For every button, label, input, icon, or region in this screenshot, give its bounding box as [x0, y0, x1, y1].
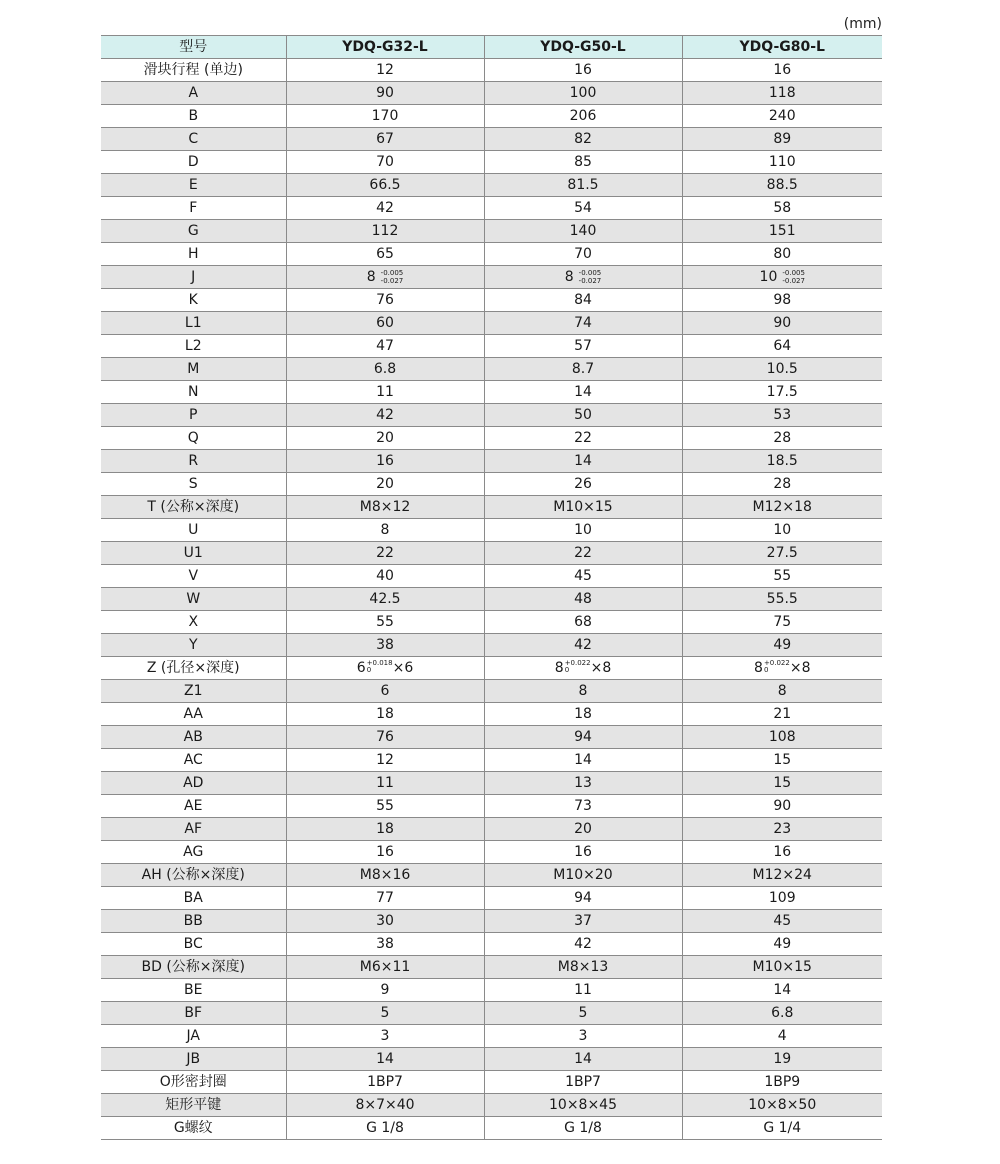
value-cell: 90: [682, 312, 882, 335]
table-row: [101, 450, 882, 473]
row-label: P: [101, 404, 286, 427]
row-label: Y: [101, 634, 286, 657]
value-cell: 77: [286, 887, 484, 910]
table-row: [101, 772, 882, 795]
value-cell: 42: [484, 933, 682, 956]
table-row: [101, 335, 882, 358]
row-label: N: [101, 381, 286, 404]
value-cell: 73: [484, 795, 682, 818]
row-label: BA: [101, 887, 286, 910]
value-cell: 8: [286, 519, 484, 542]
value-cell: M10×15: [682, 956, 882, 979]
value-cell: 108: [682, 726, 882, 749]
value-cell: 50: [484, 404, 682, 427]
value-cell: 8: [484, 680, 682, 703]
fit-tolerance-stack: [764, 660, 790, 674]
value-cell: 75: [682, 611, 882, 634]
value-cell: 81.5: [484, 174, 682, 197]
value-cell: 94: [484, 726, 682, 749]
tolerance-lower: -0.027: [782, 277, 805, 285]
table-row: [101, 151, 882, 174]
header-model-name: YDQ-G32-L: [286, 36, 484, 59]
value-cell: 12: [286, 749, 484, 772]
value-cell: 16: [682, 841, 882, 864]
spec-table: [101, 35, 882, 1140]
value-cell: 64: [682, 335, 882, 358]
value-cell: G 1/4: [682, 1117, 882, 1140]
table-row: [101, 105, 882, 128]
fit-base: 8: [554, 660, 564, 676]
value-cell: 5: [286, 1002, 484, 1025]
value-cell: M8×16: [286, 864, 484, 887]
value-cell: 65: [286, 243, 484, 266]
table-row: [101, 979, 882, 1002]
table-row: [101, 611, 882, 634]
table-row: [101, 795, 882, 818]
value-cell: 118: [682, 82, 882, 105]
row-label: J: [101, 266, 286, 289]
value-cell: 206: [484, 105, 682, 128]
value-cell: 8.7: [484, 358, 682, 381]
value-cell: 14: [484, 381, 682, 404]
table-row: [101, 818, 882, 841]
value-cell: M10×15: [484, 496, 682, 519]
value-cell: 19: [682, 1048, 882, 1071]
table-row: [101, 519, 882, 542]
row-label: AC: [101, 749, 286, 772]
value-cell: 49: [682, 933, 882, 956]
value-cell: 8×7×40: [286, 1094, 484, 1117]
row-label: L1: [101, 312, 286, 335]
value-cell: 14: [484, 450, 682, 473]
fit-base: 8: [754, 660, 763, 676]
value-cell: 14: [484, 1048, 682, 1071]
table-row: [101, 1025, 882, 1048]
value-cell: 10×8×50: [682, 1094, 882, 1117]
row-label: BE: [101, 979, 286, 1002]
table-body: [101, 59, 882, 1140]
value-cell: 20: [484, 818, 682, 841]
tolerance-lower: -0.027: [380, 277, 404, 285]
value-cell: 12: [286, 59, 484, 82]
value-cell: 11: [286, 381, 484, 404]
row-label: BD (公称×深度): [101, 956, 286, 979]
value-cell: 45: [682, 910, 882, 933]
header-model-label: 型号: [101, 36, 286, 59]
row-label: X: [101, 611, 286, 634]
tolerance-stack: [579, 269, 602, 285]
value-cell: G 1/8: [484, 1117, 682, 1140]
tolerance-stack: [381, 269, 404, 285]
fit-depth: ×8: [590, 660, 612, 676]
table-row: [101, 680, 882, 703]
table-row: [101, 404, 882, 427]
fit-upper: +0.022: [763, 659, 790, 667]
value-cell: 22: [484, 427, 682, 450]
value-cell: 13: [484, 772, 682, 795]
value-cell: 16: [484, 59, 682, 82]
table-row: [101, 749, 882, 772]
value-cell: 82: [484, 128, 682, 151]
value-cell: 6.8: [286, 358, 484, 381]
table-row: [101, 1048, 882, 1071]
value-cell: 109: [682, 887, 882, 910]
row-label: A: [101, 82, 286, 105]
table-row: [101, 243, 882, 266]
value-cell: 70: [286, 151, 484, 174]
value-cell: 11: [484, 979, 682, 1002]
value-cell: 53: [682, 404, 882, 427]
value-cell: 85: [484, 151, 682, 174]
value-cell: 14: [682, 979, 882, 1002]
row-label: BF: [101, 1002, 286, 1025]
tolerance-stack: [782, 269, 805, 285]
fit-base: 6: [356, 660, 366, 676]
fit-upper: +0.018: [366, 659, 393, 667]
value-cell: 16: [484, 841, 682, 864]
value-cell: 14: [286, 1048, 484, 1071]
fit-depth: ×8: [789, 660, 811, 676]
fit-tolerance-stack: [367, 660, 393, 674]
value-cell: 6: [286, 680, 484, 703]
value-cell: 16: [286, 450, 484, 473]
table-row: [101, 128, 882, 151]
value-cell: 89: [682, 128, 882, 151]
fit-lower: 0: [366, 666, 372, 674]
row-label: C: [101, 128, 286, 151]
tolerance-lower: -0.027: [578, 277, 602, 285]
row-label: 矩形平键: [101, 1094, 286, 1117]
table-row: [101, 565, 882, 588]
table-row: [101, 59, 882, 82]
value-cell: 76: [286, 289, 484, 312]
table-row: [101, 1002, 882, 1025]
value-cell: 23: [682, 818, 882, 841]
value-cell: 4: [682, 1025, 882, 1048]
value-cell: M8×13: [484, 956, 682, 979]
table-row: [101, 197, 882, 220]
value-cell: 5: [484, 1002, 682, 1025]
value-cell: 20: [286, 427, 484, 450]
row-label: W: [101, 588, 286, 611]
value-cell: [484, 657, 682, 680]
table-row: [101, 358, 882, 381]
row-label: U1: [101, 542, 286, 565]
row-label: G螺纹: [101, 1117, 286, 1140]
value-cell: G 1/8: [286, 1117, 484, 1140]
value-cell: 55: [286, 795, 484, 818]
value-cell: 74: [484, 312, 682, 335]
value-cell: 1BP7: [286, 1071, 484, 1094]
fit-lower: 0: [564, 666, 570, 674]
value-cell: 67: [286, 128, 484, 151]
value-cell: 28: [682, 427, 882, 450]
value-cell: [682, 657, 882, 680]
row-label: E: [101, 174, 286, 197]
value-cell: 37: [484, 910, 682, 933]
tolerance-base: 8: [564, 269, 574, 285]
row-label: V: [101, 565, 286, 588]
value-cell: 55.5: [682, 588, 882, 611]
tolerance-upper: -0.005: [578, 269, 602, 277]
value-cell: 45: [484, 565, 682, 588]
tolerance-upper: -0.005: [380, 269, 404, 277]
table-row: [101, 887, 882, 910]
table-row: [101, 657, 882, 680]
table-row: [101, 496, 882, 519]
table-row: [101, 726, 882, 749]
table-row: [101, 634, 882, 657]
value-cell: 42: [484, 634, 682, 657]
table-row: [101, 427, 882, 450]
value-cell: 18: [286, 818, 484, 841]
value-cell: 26: [484, 473, 682, 496]
value-cell: 28: [682, 473, 882, 496]
table-row: [101, 82, 882, 105]
tolerance-base: 8: [366, 269, 376, 285]
value-cell: 58: [682, 197, 882, 220]
value-cell: 18.5: [682, 450, 882, 473]
row-label: AH (公称×深度): [101, 864, 286, 887]
value-cell: 94: [484, 887, 682, 910]
value-cell: 76: [286, 726, 484, 749]
value-cell: 80: [682, 243, 882, 266]
row-label: K: [101, 289, 286, 312]
value-cell: 3: [286, 1025, 484, 1048]
value-cell: 15: [682, 772, 882, 795]
value-cell: [286, 266, 484, 289]
value-cell: 1BP7: [484, 1071, 682, 1094]
table-row: [101, 542, 882, 565]
value-cell: 240: [682, 105, 882, 128]
header-row: [101, 36, 882, 59]
row-label: Q: [101, 427, 286, 450]
row-label: U: [101, 519, 286, 542]
value-cell: 30: [286, 910, 484, 933]
value-cell: [682, 266, 882, 289]
header-model-name: YDQ-G50-L: [484, 36, 682, 59]
row-label: BB: [101, 910, 286, 933]
value-cell: 54: [484, 197, 682, 220]
value-cell: 27.5: [682, 542, 882, 565]
table-row: [101, 956, 882, 979]
table-row: [101, 1071, 882, 1094]
value-cell: 42.5: [286, 588, 484, 611]
value-cell: 55: [286, 611, 484, 634]
row-label: AB: [101, 726, 286, 749]
row-label: S: [101, 473, 286, 496]
table-row: [101, 381, 882, 404]
row-label: M: [101, 358, 286, 381]
value-cell: 140: [484, 220, 682, 243]
value-cell: 16: [682, 59, 882, 82]
value-cell: 90: [286, 82, 484, 105]
row-label: AE: [101, 795, 286, 818]
fit-lower: 0: [763, 666, 769, 674]
value-cell: 47: [286, 335, 484, 358]
value-cell: 22: [286, 542, 484, 565]
row-label: AA: [101, 703, 286, 726]
row-label: L2: [101, 335, 286, 358]
row-label: Z1: [101, 680, 286, 703]
table-row: [101, 910, 882, 933]
value-cell: 112: [286, 220, 484, 243]
value-cell: M8×12: [286, 496, 484, 519]
value-cell: 40: [286, 565, 484, 588]
row-label: JB: [101, 1048, 286, 1071]
row-label: AF: [101, 818, 286, 841]
value-cell: 70: [484, 243, 682, 266]
row-label: JA: [101, 1025, 286, 1048]
value-cell: M12×24: [682, 864, 882, 887]
value-cell: 66.5: [286, 174, 484, 197]
unit-label: (mm): [843, 16, 882, 32]
value-cell: [286, 657, 484, 680]
value-cell: 48: [484, 588, 682, 611]
row-label: AG: [101, 841, 286, 864]
value-cell: 170: [286, 105, 484, 128]
tolerance-upper: -0.005: [782, 269, 805, 277]
header-model-name: YDQ-G80-L: [682, 36, 882, 59]
value-cell: 57: [484, 335, 682, 358]
row-label: 滑块行程 (单边): [101, 59, 286, 82]
row-label: B: [101, 105, 286, 128]
table-row: [101, 266, 882, 289]
row-label: BC: [101, 933, 286, 956]
row-label: D: [101, 151, 286, 174]
value-cell: 151: [682, 220, 882, 243]
row-label: R: [101, 450, 286, 473]
value-cell: 16: [286, 841, 484, 864]
value-cell: 60: [286, 312, 484, 335]
table-row: [101, 220, 882, 243]
table-row: [101, 864, 882, 887]
value-cell: 10: [484, 519, 682, 542]
row-label: H: [101, 243, 286, 266]
table-row: [101, 703, 882, 726]
value-cell: 9: [286, 979, 484, 1002]
fit-tolerance-stack: [565, 660, 591, 674]
value-cell: 22: [484, 542, 682, 565]
value-cell: 55: [682, 565, 882, 588]
table-row: [101, 174, 882, 197]
table-row: [101, 841, 882, 864]
value-cell: 1BP9: [682, 1071, 882, 1094]
value-cell: 15: [682, 749, 882, 772]
value-cell: M6×11: [286, 956, 484, 979]
value-cell: 98: [682, 289, 882, 312]
value-cell: 21: [682, 703, 882, 726]
table-row: [101, 473, 882, 496]
value-cell: 38: [286, 933, 484, 956]
value-cell: 17.5: [682, 381, 882, 404]
value-cell: M10×20: [484, 864, 682, 887]
table-row: [101, 312, 882, 335]
tolerance-base: 10: [759, 269, 778, 285]
row-label: T (公称×深度): [101, 496, 286, 519]
row-label: Z (孔径×深度): [101, 657, 286, 680]
row-label: AD: [101, 772, 286, 795]
value-cell: 68: [484, 611, 682, 634]
table-row: [101, 289, 882, 312]
value-cell: 10×8×45: [484, 1094, 682, 1117]
value-cell: 6.8: [682, 1002, 882, 1025]
fit-upper: +0.022: [564, 659, 591, 667]
value-cell: 8: [682, 680, 882, 703]
value-cell: 38: [286, 634, 484, 657]
table-row: [101, 588, 882, 611]
value-cell: 10.5: [682, 358, 882, 381]
fit-depth: ×6: [392, 660, 414, 676]
value-cell: 49: [682, 634, 882, 657]
value-cell: 14: [484, 749, 682, 772]
row-label: F: [101, 197, 286, 220]
table-header: [101, 36, 882, 59]
value-cell: 11: [286, 772, 484, 795]
value-cell: 100: [484, 82, 682, 105]
row-label: G: [101, 220, 286, 243]
value-cell: 42: [286, 404, 484, 427]
table-row: [101, 1117, 882, 1140]
value-cell: 110: [682, 151, 882, 174]
value-cell: 18: [286, 703, 484, 726]
value-cell: 10: [682, 519, 882, 542]
value-cell: 88.5: [682, 174, 882, 197]
value-cell: M12×18: [682, 496, 882, 519]
value-cell: 20: [286, 473, 484, 496]
value-cell: [484, 266, 682, 289]
row-label: O形密封圈: [101, 1071, 286, 1094]
value-cell: 90: [682, 795, 882, 818]
value-cell: 42: [286, 197, 484, 220]
table-row: [101, 1094, 882, 1117]
value-cell: 84: [484, 289, 682, 312]
value-cell: 3: [484, 1025, 682, 1048]
table-row: [101, 933, 882, 956]
value-cell: 18: [484, 703, 682, 726]
